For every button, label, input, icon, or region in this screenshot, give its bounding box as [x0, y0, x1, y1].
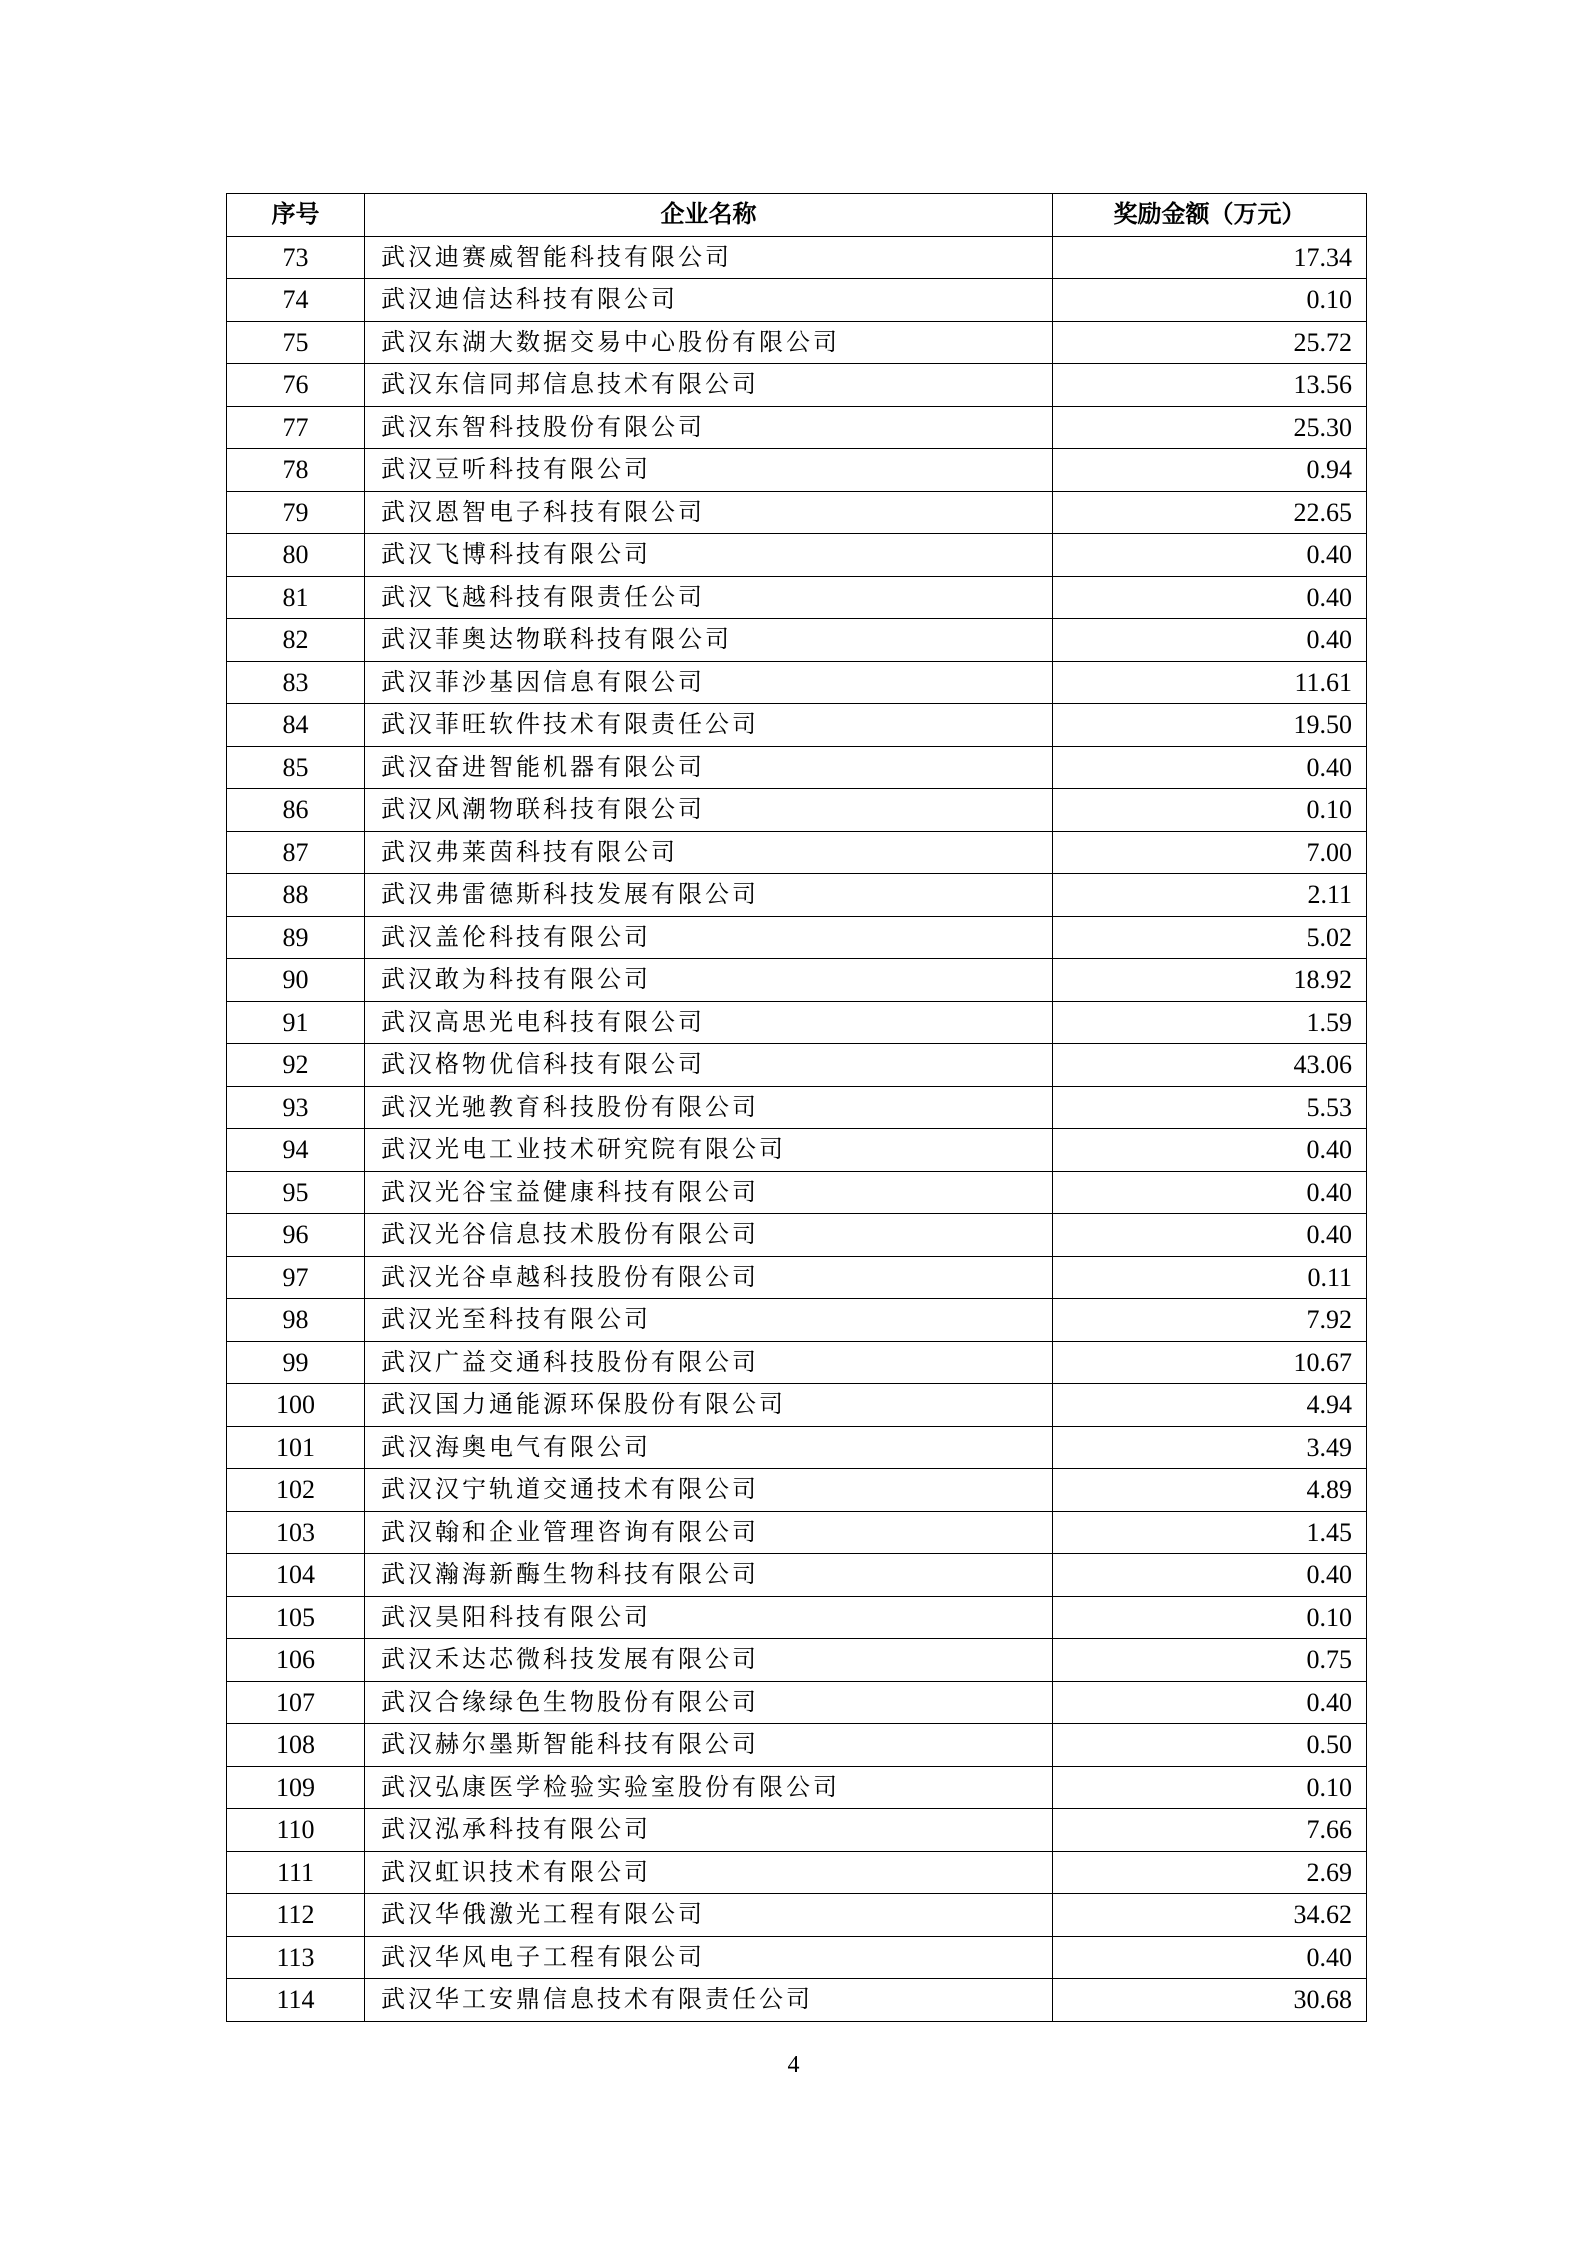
row-company-name: 武汉光驰教育科技股份有限公司 — [365, 1086, 1053, 1129]
page-number: 4 — [787, 2052, 800, 2078]
table-row — [227, 321, 1367, 364]
row-company-name: 武汉豆听科技有限公司 — [365, 449, 1053, 492]
row-company-name: 武汉光谷卓越科技股份有限公司 — [365, 1256, 1053, 1299]
row-company-name: 武汉光谷信息技术股份有限公司 — [365, 1214, 1053, 1257]
row-award-amount: 22.65 — [1053, 491, 1367, 534]
row-serial-number: 79 — [227, 491, 365, 534]
row-company-name: 武汉敢为科技有限公司 — [365, 959, 1053, 1002]
table-row — [227, 491, 1367, 534]
row-company-name: 武汉弘康医学检验实验室股份有限公司 — [365, 1766, 1053, 1809]
row-company-name: 武汉昊阳科技有限公司 — [365, 1596, 1053, 1639]
table-row — [227, 279, 1367, 322]
table-row — [227, 406, 1367, 449]
row-serial-number: 76 — [227, 364, 365, 407]
header-serial-number: 序号 — [227, 194, 365, 237]
row-award-amount: 25.72 — [1053, 321, 1367, 364]
row-company-name: 武汉飞越科技有限责任公司 — [365, 576, 1053, 619]
row-award-amount: 5.53 — [1053, 1086, 1367, 1129]
row-serial-number: 87 — [227, 831, 365, 874]
table-row — [227, 1724, 1367, 1767]
row-company-name: 武汉汉宁轨道交通技术有限公司 — [365, 1469, 1053, 1512]
row-company-name: 武汉光至科技有限公司 — [365, 1299, 1053, 1342]
row-award-amount: 25.30 — [1053, 406, 1367, 449]
row-company-name: 武汉飞博科技有限公司 — [365, 534, 1053, 577]
row-award-amount: 2.69 — [1053, 1851, 1367, 1894]
row-serial-number: 81 — [227, 576, 365, 619]
row-award-amount: 0.10 — [1053, 1766, 1367, 1809]
table-row — [227, 1511, 1367, 1554]
row-company-name: 武汉禾达芯微科技发展有限公司 — [365, 1639, 1053, 1682]
row-company-name: 武汉虹识技术有限公司 — [365, 1851, 1053, 1894]
row-award-amount: 1.45 — [1053, 1511, 1367, 1554]
table-row — [227, 1596, 1367, 1639]
row-award-amount: 0.11 — [1053, 1256, 1367, 1299]
row-serial-number: 108 — [227, 1724, 365, 1767]
table-row — [227, 449, 1367, 492]
row-company-name: 武汉翰和企业管理咨询有限公司 — [365, 1511, 1053, 1554]
row-serial-number: 88 — [227, 874, 365, 917]
table-row — [227, 1809, 1367, 1852]
table-row — [227, 576, 1367, 619]
row-serial-number: 77 — [227, 406, 365, 449]
row-serial-number: 103 — [227, 1511, 365, 1554]
table-row — [227, 1256, 1367, 1299]
row-award-amount: 5.02 — [1053, 916, 1367, 959]
row-company-name: 武汉弗雷德斯科技发展有限公司 — [365, 874, 1053, 917]
row-company-name: 武汉赫尔墨斯智能科技有限公司 — [365, 1724, 1053, 1767]
row-serial-number: 78 — [227, 449, 365, 492]
table-row — [227, 1851, 1367, 1894]
table-row — [227, 874, 1367, 917]
row-serial-number: 92 — [227, 1044, 365, 1087]
row-award-amount: 0.40 — [1053, 1129, 1367, 1172]
row-serial-number: 101 — [227, 1426, 365, 1469]
table-row — [227, 1129, 1367, 1172]
row-serial-number: 98 — [227, 1299, 365, 1342]
row-company-name: 武汉菲旺软件技术有限责任公司 — [365, 704, 1053, 747]
row-award-amount: 4.94 — [1053, 1384, 1367, 1427]
row-serial-number: 97 — [227, 1256, 365, 1299]
row-company-name: 武汉菲奥达物联科技有限公司 — [365, 619, 1053, 662]
row-award-amount: 0.40 — [1053, 1681, 1367, 1724]
row-award-amount: 0.40 — [1053, 619, 1367, 662]
row-award-amount: 0.10 — [1053, 789, 1367, 832]
table-row — [227, 1469, 1367, 1512]
row-serial-number: 91 — [227, 1001, 365, 1044]
row-award-amount: 19.50 — [1053, 704, 1367, 747]
row-serial-number: 93 — [227, 1086, 365, 1129]
row-serial-number: 89 — [227, 916, 365, 959]
table-row — [227, 661, 1367, 704]
table-row — [227, 236, 1367, 279]
table-row — [227, 1554, 1367, 1597]
row-award-amount: 3.49 — [1053, 1426, 1367, 1469]
table-row — [227, 1086, 1367, 1129]
row-award-amount: 17.34 — [1053, 236, 1367, 279]
row-serial-number: 75 — [227, 321, 365, 364]
row-serial-number: 99 — [227, 1341, 365, 1384]
row-award-amount: 0.40 — [1053, 534, 1367, 577]
row-serial-number: 85 — [227, 746, 365, 789]
row-company-name: 武汉盖伦科技有限公司 — [365, 916, 1053, 959]
table-row — [227, 1979, 1367, 2022]
row-award-amount: 11.61 — [1053, 661, 1367, 704]
row-company-name: 武汉海奥电气有限公司 — [365, 1426, 1053, 1469]
row-company-name: 武汉东湖大数据交易中心股份有限公司 — [365, 321, 1053, 364]
table-row — [227, 1171, 1367, 1214]
row-company-name: 武汉格物优信科技有限公司 — [365, 1044, 1053, 1087]
header-award-amount: 奖励金额（万元） — [1053, 194, 1367, 237]
row-serial-number: 100 — [227, 1384, 365, 1427]
table-body — [227, 236, 1367, 2021]
row-award-amount: 0.40 — [1053, 1171, 1367, 1214]
row-serial-number: 107 — [227, 1681, 365, 1724]
row-company-name: 武汉华风电子工程有限公司 — [365, 1936, 1053, 1979]
table-row — [227, 789, 1367, 832]
row-company-name: 武汉华俄激光工程有限公司 — [365, 1894, 1053, 1937]
row-award-amount: 0.40 — [1053, 746, 1367, 789]
row-company-name: 武汉合缘绿色生物股份有限公司 — [365, 1681, 1053, 1724]
row-award-amount: 10.67 — [1053, 1341, 1367, 1384]
row-award-amount: 4.89 — [1053, 1469, 1367, 1512]
row-company-name: 武汉广益交通科技股份有限公司 — [365, 1341, 1053, 1384]
row-award-amount: 7.92 — [1053, 1299, 1367, 1342]
row-serial-number: 102 — [227, 1469, 365, 1512]
row-award-amount: 0.40 — [1053, 576, 1367, 619]
header-company-name: 企业名称 — [365, 194, 1053, 237]
table-row — [227, 831, 1367, 874]
row-company-name: 武汉菲沙基因信息有限公司 — [365, 661, 1053, 704]
row-serial-number: 104 — [227, 1554, 365, 1597]
row-award-amount: 0.40 — [1053, 1936, 1367, 1979]
row-company-name: 武汉光电工业技术研究院有限公司 — [365, 1129, 1053, 1172]
row-award-amount: 18.92 — [1053, 959, 1367, 1002]
table-row — [227, 1044, 1367, 1087]
row-company-name: 武汉弗莱茵科技有限公司 — [365, 831, 1053, 874]
table-row — [227, 959, 1367, 1002]
row-serial-number: 95 — [227, 1171, 365, 1214]
table-row — [227, 704, 1367, 747]
row-award-amount: 0.50 — [1053, 1724, 1367, 1767]
row-serial-number: 113 — [227, 1936, 365, 1979]
row-company-name: 武汉迪赛威智能科技有限公司 — [365, 236, 1053, 279]
table-row — [227, 1681, 1367, 1724]
row-serial-number: 73 — [227, 236, 365, 279]
row-company-name: 武汉国力通能源环保股份有限公司 — [365, 1384, 1053, 1427]
row-serial-number: 114 — [227, 1979, 365, 2022]
row-serial-number: 106 — [227, 1639, 365, 1682]
table-row — [227, 1214, 1367, 1257]
row-award-amount: 7.66 — [1053, 1809, 1367, 1852]
table-row — [227, 1639, 1367, 1682]
row-company-name: 武汉风潮物联科技有限公司 — [365, 789, 1053, 832]
row-serial-number: 80 — [227, 534, 365, 577]
table-row — [227, 1426, 1367, 1469]
row-company-name: 武汉高思光电科技有限公司 — [365, 1001, 1053, 1044]
table-row — [227, 1384, 1367, 1427]
table-row — [227, 364, 1367, 407]
row-serial-number: 83 — [227, 661, 365, 704]
row-award-amount: 1.59 — [1053, 1001, 1367, 1044]
row-serial-number: 94 — [227, 1129, 365, 1172]
row-company-name: 武汉华工安鼎信息技术有限责任公司 — [365, 1979, 1053, 2022]
row-serial-number: 112 — [227, 1894, 365, 1937]
row-company-name: 武汉东信同邦信息技术有限公司 — [365, 364, 1053, 407]
table-row — [227, 1936, 1367, 1979]
table-row — [227, 1894, 1367, 1937]
row-award-amount: 0.10 — [1053, 279, 1367, 322]
row-award-amount: 0.75 — [1053, 1639, 1367, 1682]
row-serial-number: 86 — [227, 789, 365, 832]
award-table — [226, 193, 1367, 2022]
row-serial-number: 110 — [227, 1809, 365, 1852]
row-award-amount: 2.11 — [1053, 874, 1367, 917]
table-row — [227, 619, 1367, 662]
row-serial-number: 84 — [227, 704, 365, 747]
row-award-amount: 34.62 — [1053, 1894, 1367, 1937]
row-company-name: 武汉泓承科技有限公司 — [365, 1809, 1053, 1852]
row-award-amount: 0.40 — [1053, 1554, 1367, 1597]
row-serial-number: 90 — [227, 959, 365, 1002]
row-award-amount: 7.00 — [1053, 831, 1367, 874]
row-serial-number: 109 — [227, 1766, 365, 1809]
row-award-amount: 0.94 — [1053, 449, 1367, 492]
row-company-name: 武汉东智科技股份有限公司 — [365, 406, 1053, 449]
row-serial-number: 111 — [227, 1851, 365, 1894]
row-award-amount: 0.40 — [1053, 1214, 1367, 1257]
table-header — [227, 194, 1367, 237]
row-serial-number: 82 — [227, 619, 365, 662]
table-row — [227, 534, 1367, 577]
row-award-amount: 43.06 — [1053, 1044, 1367, 1087]
table-row — [227, 1766, 1367, 1809]
table-row — [227, 746, 1367, 789]
row-award-amount: 30.68 — [1053, 1979, 1367, 2022]
table-row — [227, 1341, 1367, 1384]
row-serial-number: 74 — [227, 279, 365, 322]
header-row — [227, 194, 1367, 237]
row-award-amount: 13.56 — [1053, 364, 1367, 407]
row-company-name: 武汉瀚海新酶生物科技有限公司 — [365, 1554, 1053, 1597]
row-company-name: 武汉奋进智能机器有限公司 — [365, 746, 1053, 789]
row-serial-number: 96 — [227, 1214, 365, 1257]
table-row — [227, 1299, 1367, 1342]
row-award-amount: 0.10 — [1053, 1596, 1367, 1639]
table-row — [227, 1001, 1367, 1044]
table-row — [227, 916, 1367, 959]
row-company-name: 武汉光谷宝益健康科技有限公司 — [365, 1171, 1053, 1214]
row-company-name: 武汉恩智电子科技有限公司 — [365, 491, 1053, 534]
row-company-name: 武汉迪信达科技有限公司 — [365, 279, 1053, 322]
row-serial-number: 105 — [227, 1596, 365, 1639]
